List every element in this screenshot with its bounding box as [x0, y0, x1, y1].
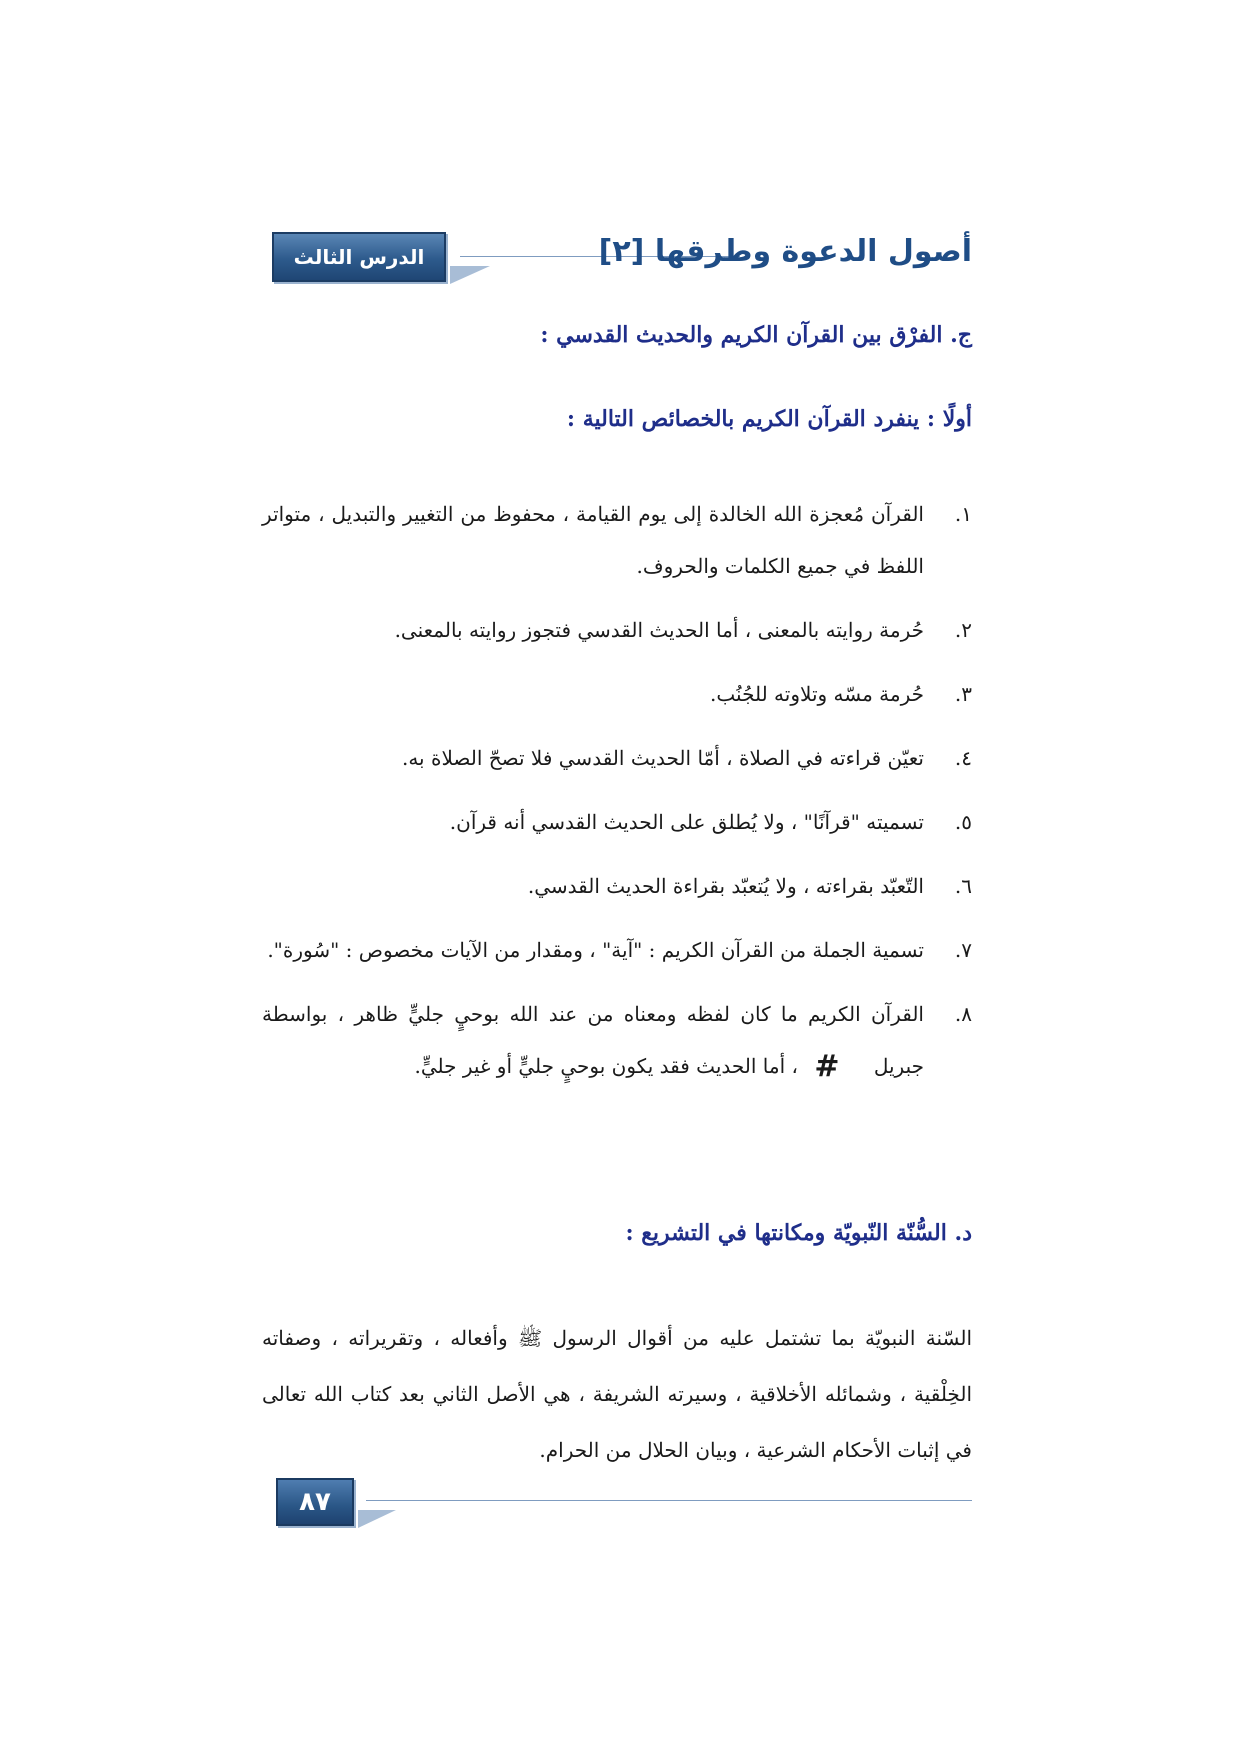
footer-divider — [366, 1500, 972, 1501]
section-c-subheading: أولًا : ينفرد القرآن الكريم بالخصائص التالية : — [566, 406, 972, 432]
item-text — [262, 988, 924, 1093]
item-text: تسميته "قرآنًا" ، ولا يُطلق على الحديث القدسي أنه قرآن. — [449, 810, 924, 834]
list-item — [262, 488, 972, 592]
item-text-before: القرآن الكريم ما كان لفظه ومعناه من عند الله بوحيٍ جليٍّ ظاهر ، بواسطة جبريل — [262, 1002, 924, 1078]
item-number: ٨. — [954, 1002, 972, 1026]
item-number: ٧. — [954, 938, 972, 962]
item-number: ١. — [954, 502, 972, 526]
item-number: ٤. — [954, 746, 972, 770]
page-footer — [276, 1478, 972, 1538]
item-number: ٣. — [954, 682, 972, 706]
item-number: ٢. — [954, 618, 972, 642]
item-text: حُرمة روايته بالمعنى ، أما الحديث القدسي فتجوز روايته بالمعنى. — [394, 618, 924, 642]
item-number: ٥. — [954, 810, 972, 834]
list-item — [262, 988, 972, 1093]
list-item — [262, 860, 972, 912]
item-number: ٦. — [954, 874, 972, 898]
item-text: تسمية الجملة من القرآن الكريم : "آية" ، ومقدار من الآيات مخصوص : "سُورة". — [267, 938, 924, 962]
item-text: حُرمة مسّه وتلاوته للجُنُب. — [710, 682, 924, 706]
item-text: التّعبّد بقراءته ، ولا يُتعبّد بقراءة الحديث القدسي. — [527, 874, 924, 898]
page-header — [272, 232, 972, 288]
lesson-badge: الدرس الثالث — [272, 232, 446, 282]
section-c-heading: ج. الفرْق بين القرآن الكريم والحديث القدسي : — [540, 322, 972, 348]
honorific-symbol: # — [814, 1049, 840, 1084]
list-item — [262, 668, 972, 720]
item-text: تعيّن قراءته في الصلاة ، أمّا الحديث القدسي فلا تصحّ الصلاة به. — [401, 746, 924, 770]
page-number: ٨٧ — [276, 1478, 354, 1526]
badge-decoration — [450, 266, 490, 284]
characteristics-list — [262, 488, 972, 1105]
item-text-after: ، أما الحديث فقد يكون بوحيٍ جليٍّ أو غير جليٍّ. — [414, 1054, 798, 1078]
list-item — [262, 732, 972, 784]
course-title: أصول الدعوة وطرقها [٢] — [598, 234, 972, 269]
sunnah-paragraph: السّنة النبويّة بما تشتمل عليه من أقوال الرسول ﷺ وأفعاله ، وتقريراته ، وصفاته الخِلْقية ، وشمائله الأخلاقية ، وسيرته الشريفة ، هي الأصل الثاني بعد كتاب الله تعالى في إثبات الأحكام الشرعية ، وبيان الحلال من الحرام. — [262, 1326, 972, 1462]
section-d-heading: د. السُّنّة النّبويّة ومكانتها في التشريع : — [625, 1220, 972, 1246]
item-text: القرآن مُعجزة الله الخالدة إلى يوم القيامة ، محفوظ من التغيير والتبديل ، متواتر اللفظ في جميع الكلمات والحروف. — [262, 502, 924, 578]
footer-decoration — [358, 1510, 396, 1528]
list-item — [262, 924, 972, 976]
list-item — [262, 796, 972, 848]
list-item — [262, 604, 972, 656]
